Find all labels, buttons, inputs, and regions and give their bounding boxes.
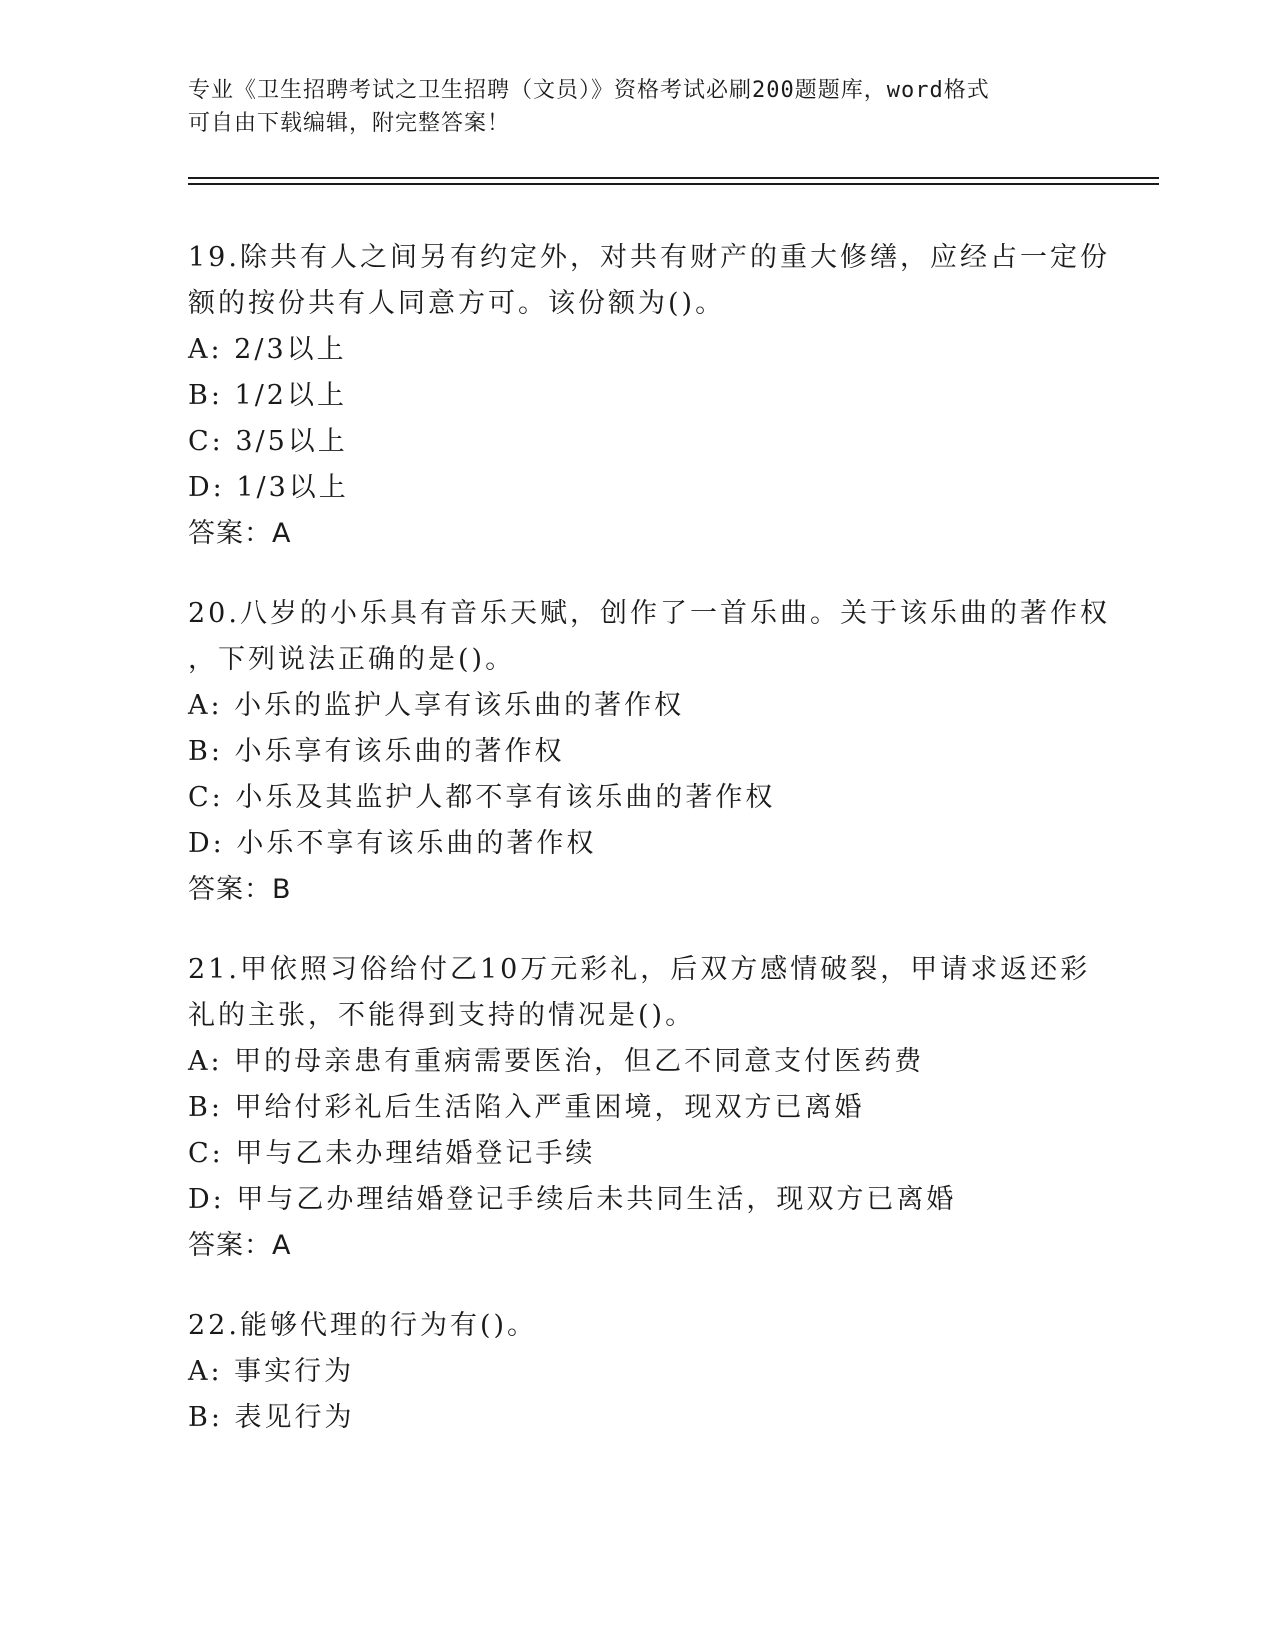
header-divider-bottom xyxy=(188,183,1159,185)
option-b: B: 表见行为 xyxy=(188,1402,355,1433)
option-b: B: 1/2以上 xyxy=(188,380,347,411)
question-line: 20.八岁的小乐具有音乐天赋，创作了一首乐曲。关于该乐曲的著作权 xyxy=(188,598,1110,629)
option-a: A: 小乐的监护人享有该乐曲的著作权 xyxy=(188,690,685,721)
question-line: 22.能够代理的行为有()。 xyxy=(188,1310,538,1341)
answer-line: 答案：A xyxy=(188,1230,292,1261)
answer-line: 答案：A xyxy=(188,518,292,549)
question-line: 19.除共有人之间另有约定外，对共有财产的重大修缮，应经占一定份 xyxy=(188,242,1110,273)
question-line: 额的按份共有人同意方可。该份额为()。 xyxy=(188,288,726,319)
option-c: C: 3/5以上 xyxy=(188,426,348,457)
question-20 xyxy=(188,591,1110,913)
header-divider-top xyxy=(188,177,1159,179)
answer-line: 答案：B xyxy=(188,874,292,905)
header-line-2: 可自由下载编辑，附完整答案！ xyxy=(188,111,511,136)
option-a: A: 2/3以上 xyxy=(188,334,347,365)
option-d: D: 甲与乙办理结婚登记手续后未共同生活，现双方已离婚 xyxy=(188,1184,957,1215)
option-a: A: 甲的母亲患有重病需要医治，但乙不同意支付医药费 xyxy=(188,1046,925,1077)
question-line: 礼的主张，不能得到支持的情况是()。 xyxy=(188,1000,696,1031)
question-list xyxy=(188,235,1110,1475)
question-text xyxy=(188,1303,1088,1349)
option-b: B: 甲给付彩礼后生活陷入严重困境，现双方已离婚 xyxy=(188,1092,865,1123)
option-c: C: 甲与乙未办理结婚登记手续 xyxy=(188,1138,596,1169)
question-19 xyxy=(188,235,1110,557)
option-b: B: 小乐享有该乐曲的著作权 xyxy=(188,736,565,767)
option-d: D: 小乐不享有该乐曲的著作权 xyxy=(188,828,597,859)
question-text xyxy=(188,947,1091,1039)
option-a: A: 事实行为 xyxy=(188,1356,355,1387)
option-c: C: 小乐及其监护人都不享有该乐曲的著作权 xyxy=(188,782,776,813)
question-line: 21.甲依照习俗给付乙10万元彩礼，后双方感情破裂，甲请求返还彩 xyxy=(188,954,1091,985)
question-text xyxy=(188,235,1110,327)
question-line: ，下列说法正确的是()。 xyxy=(188,644,516,675)
question-21 xyxy=(188,947,1091,1269)
question-22 xyxy=(188,1303,1088,1441)
question-text xyxy=(188,591,1110,683)
document-header xyxy=(188,74,1088,140)
option-d: D: 1/3以上 xyxy=(188,472,349,503)
header-line-1: 专业《卫生招聘考试之卫生招聘（文员）》资格考试必刷200题题库，word格式 xyxy=(188,78,990,103)
